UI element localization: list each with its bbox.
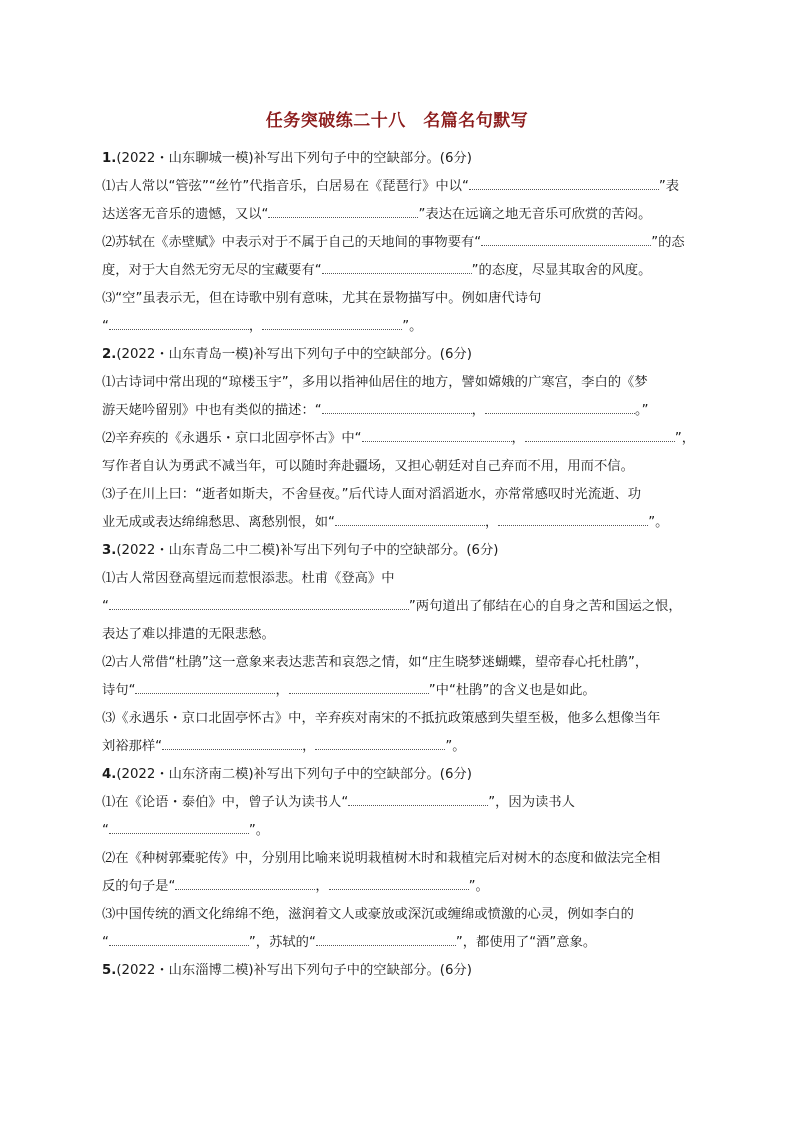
q3-text: ，	[302, 739, 316, 754]
q2-item-1-line-2	[102, 402, 712, 420]
answer-blank[interactable]	[322, 402, 472, 414]
question-source: (2022・山东淄博二模)补写出下列句子中的空缺部分。(6分)	[116, 963, 472, 978]
answer-blank[interactable]	[109, 318, 249, 330]
page-title: 任务突破练二十八 名篇名句默写	[265, 111, 529, 131]
answer-blank[interactable]	[335, 514, 485, 526]
q2-text: ⑵辛弃疾的《永遇乐・京口北固亭怀古》中“	[102, 431, 362, 446]
q3-text: ”中“杜鹃”的含义也是如此。	[428, 683, 596, 698]
q1-item-3-line-1	[102, 290, 712, 308]
question-5-header	[102, 962, 712, 980]
q3-text: 刘裕那样“	[102, 739, 163, 754]
q1-item-2-line-2	[102, 262, 712, 280]
q3-text: 诗句“	[102, 683, 136, 698]
q4-text: ⑶中国传统的酒文化绵绵不绝，滋润着文人或豪放或深沉或缠绵或愤激的心灵，例如李白的	[102, 907, 634, 922]
question-4-header	[102, 766, 712, 784]
q4-item-2-line-2	[102, 878, 712, 896]
q2-text: ，	[511, 431, 525, 446]
q4-item-2-line-1	[102, 850, 712, 868]
q3-item-2-line-2	[102, 682, 712, 700]
answer-blank[interactable]	[329, 878, 469, 890]
q1-text: ⑴古人常以“管弦”“丝竹”代指音乐，白居易在《琵琶行》中以“	[102, 179, 469, 194]
answer-blank[interactable]	[262, 318, 402, 330]
q2-item-2-line-2	[102, 458, 712, 476]
q3-text: ⑶《永遇乐・京口北固亭怀古》中，辛弃疾对南宋的不抵抗政策感到失望至极，他多么想像当年	[102, 711, 661, 726]
question-1-header	[102, 150, 712, 168]
q1-item-3-line-2	[102, 318, 712, 336]
answer-blank[interactable]	[322, 262, 472, 274]
q2-text: ”。	[648, 515, 669, 530]
answer-blank[interactable]	[109, 822, 249, 834]
q2-text: ，	[471, 403, 485, 418]
answer-blank[interactable]	[109, 934, 249, 946]
answer-blank[interactable]	[498, 514, 648, 526]
q1-text: 度，对于大自然无穷无尽的宝藏要有“	[102, 263, 322, 278]
q3-item-3-line-2	[102, 738, 712, 756]
q2-item-2-line-1	[102, 430, 712, 448]
q4-text: 反的句子是“	[102, 879, 176, 894]
q4-text: “	[102, 823, 109, 838]
q1-text: ⑶“空”虽表示无，但在诗歌中别有意味，尤其在景物描写中。例如唐代诗句	[102, 291, 542, 306]
q1-text: ，	[248, 319, 263, 334]
question-source: (2022・山东青岛一模)补写出下列句子中的空缺部分。(6分)	[116, 347, 472, 362]
q4-text: “	[102, 935, 109, 950]
q2-text: ”，	[674, 431, 696, 446]
question-2-header	[102, 346, 712, 364]
q4-item-1-line-1	[102, 794, 712, 812]
answer-blank[interactable]	[289, 682, 429, 694]
q4-text: ”，都使用了“酒”意象。	[455, 935, 597, 950]
q4-item-1-line-2	[102, 822, 712, 840]
question-source: (2022・山东青岛二中二模)补写出下列句子中的空缺部分。(6分)	[116, 543, 499, 558]
q1-text: ”的态	[651, 235, 685, 250]
q1-text: ”表达在远谪之地无音乐可欣赏的苦闷。	[418, 207, 652, 222]
q4-text: ”。	[248, 823, 270, 838]
q3-text: ，	[275, 683, 289, 698]
q1-text: “	[102, 319, 109, 334]
question-number: 5.	[102, 963, 117, 978]
q3-text: ”两句道出了郁结在心的自身之苦和国运之恨，	[408, 599, 682, 614]
q4-text: ”。	[468, 879, 489, 894]
q4-item-3-line-1	[102, 906, 712, 924]
q3-item-3-line-1	[102, 710, 712, 728]
q1-item-1-line-1	[102, 178, 712, 196]
answer-blank[interactable]	[525, 430, 675, 442]
answer-blank[interactable]	[316, 934, 456, 946]
q1-text: ⑵苏轼在《赤壁赋》中表示对于不属于自己的天地间的事物要有“	[102, 235, 482, 250]
answer-blank[interactable]	[481, 234, 651, 246]
q4-text: ”，因为读书人	[488, 795, 575, 810]
q3-text: ”。	[445, 739, 466, 754]
question-source: (2022・山东聊城一模)补写出下列句子中的空缺部分。(6分)	[116, 151, 472, 166]
q3-item-2-line-1	[102, 654, 712, 672]
q2-text: 游天姥吟留别》中也有类似的描述：“	[102, 403, 322, 418]
q2-text: ⑶子在川上曰：“逝者如斯夫，不舍昼夜。”后代诗人面对滔滔逝水，亦常常感叹时光流逝、功	[102, 487, 642, 502]
q2-item-3-line-2	[102, 514, 712, 532]
question-3-header	[102, 542, 712, 560]
question-source: (2022・山东济南二模)补写出下列句子中的空缺部分。(6分)	[116, 767, 472, 782]
q2-item-1-line-1	[102, 374, 712, 392]
answer-blank[interactable]	[135, 682, 275, 694]
question-number: 3.	[102, 543, 117, 558]
answer-blank[interactable]	[162, 738, 302, 750]
answer-blank[interactable]	[315, 738, 445, 750]
q4-text: ”，苏轼的“	[248, 935, 316, 950]
q2-text: ⑴古诗词中常出现的“琼楼玉宇”，多用以指神仙居住的地方，譬如嫦娥的广寒宫，李白的《梦	[102, 375, 648, 390]
answer-blank[interactable]	[109, 598, 409, 610]
q1-text: ”表	[658, 179, 680, 194]
q1-text: ”。	[402, 319, 423, 334]
q2-text: ，	[484, 515, 499, 530]
q2-text: 业无成或表达绵绵愁思、离愁别恨，如“	[102, 515, 335, 530]
answer-blank[interactable]	[175, 878, 315, 890]
question-number: 1.	[102, 151, 117, 166]
answer-blank[interactable]	[268, 206, 418, 218]
q4-text: ⑵在《种树郭橐驼传》中，分别用比喻来说明栽植树木时和栽植完后对树木的态度和做法完全相	[102, 851, 661, 866]
q3-text: 表达了难以排遣的无限悲愁。	[102, 627, 275, 642]
question-number: 4.	[102, 767, 117, 782]
q3-item-1-line-1	[102, 570, 712, 588]
q1-text: 达送客无音乐的遗憾，又以“	[102, 207, 269, 222]
q3-item-1-line-2	[102, 598, 712, 616]
q2-text: 写作者自认为勇武不减当年，可以随时奔赴疆场，又担心朝廷对自己弃而不用，用而不信。	[102, 459, 634, 474]
answer-blank[interactable]	[485, 402, 635, 414]
q3-text: “	[102, 599, 109, 614]
q4-item-3-line-2	[102, 934, 712, 952]
question-number: 2.	[102, 347, 117, 362]
q2-item-3-line-1	[102, 486, 712, 504]
q3-item-1-line-3	[102, 626, 712, 644]
q1-item-2-line-1	[102, 234, 712, 252]
answer-blank[interactable]	[362, 430, 512, 442]
q3-text: ⑵古人常借“杜鹃”这一意象来表达悲苦和哀怨之情，如“庄生晓梦迷蝴蝶，望帝春心托杜鹃”，	[102, 655, 649, 670]
q4-text: ⑴在《论语・泰伯》中，曾子认为读书人“	[102, 795, 349, 810]
q2-text: 。”	[634, 403, 649, 418]
q4-text: ，	[315, 879, 329, 894]
answer-blank[interactable]	[348, 794, 488, 806]
q1-text: ”的态度，尽显其取舍的风度。	[471, 263, 652, 278]
q3-text: ⑴古人常因登高望远而惹恨添悲。杜甫《登高》中	[102, 571, 395, 586]
q1-item-1-line-2	[102, 206, 712, 224]
answer-blank[interactable]	[469, 178, 659, 190]
